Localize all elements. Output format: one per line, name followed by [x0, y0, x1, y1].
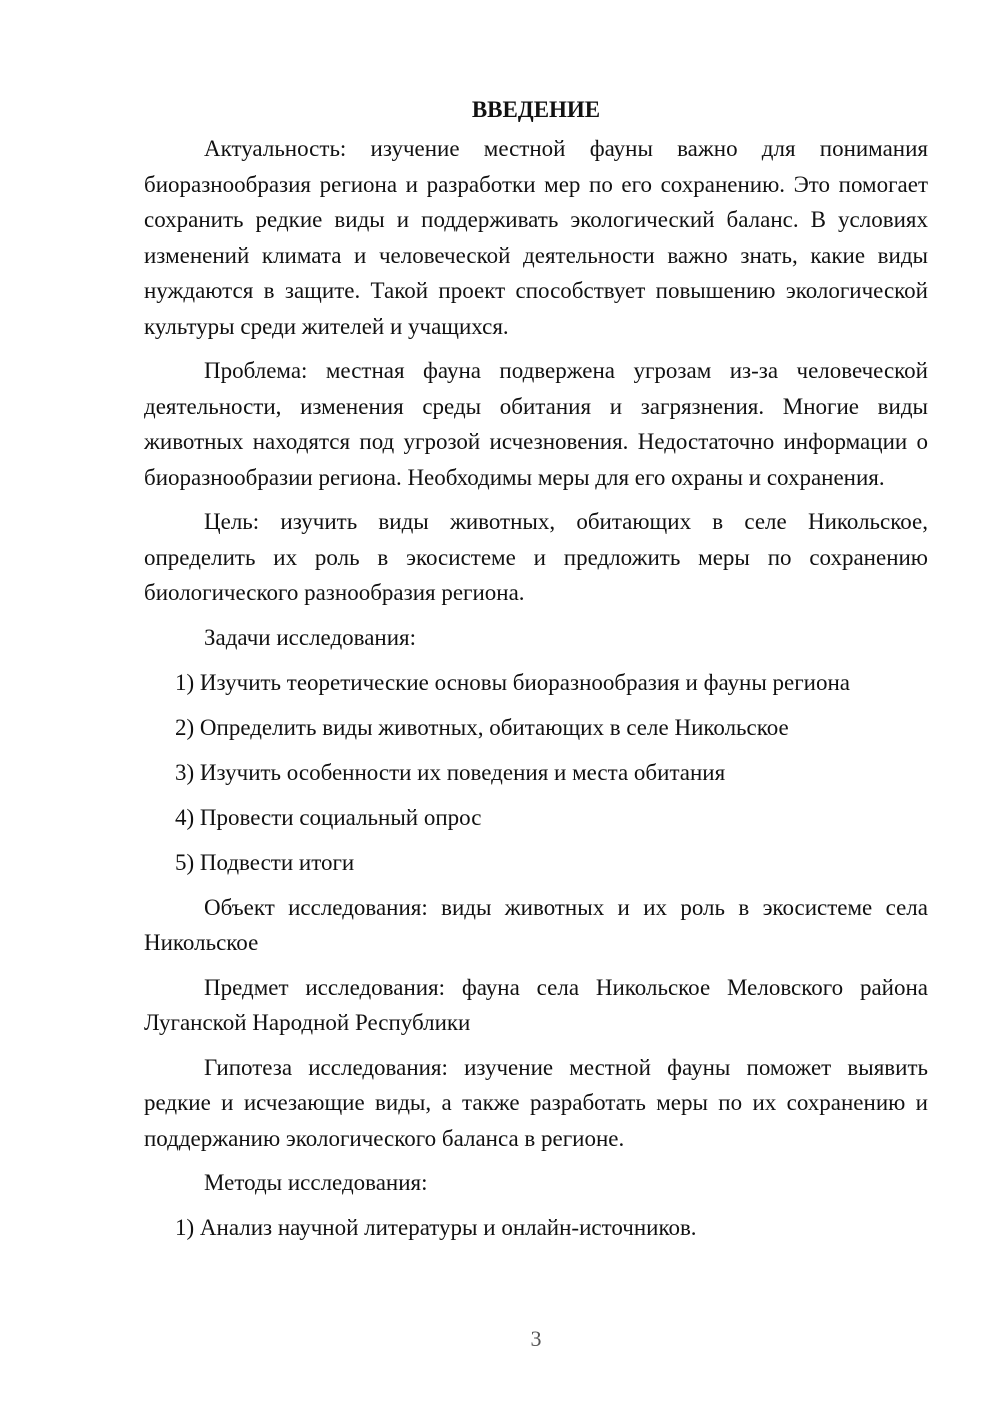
hypothesis-paragraph: Гипотеза исследования: изучение местной фауны поможет выявить редкие и исчезающие виды, а также разработать меры по их сохранению и поддержанию экологического баланса в регионе. — [144, 1054, 928, 1151]
task-item: 4) Провести социальный опрос — [175, 804, 482, 830]
goal-paragraph: Цель: изучить виды животных, обитающих в селе Никольское, определить их роль в экосистеме и предложить меры по сохранению биологического разнообразия региона. — [144, 509, 928, 605]
problem-paragraph: Проблема: местная фауна подвержена угрозам из-за человеческой деятельности, изменения среды обитания и загрязнения. Многие виды животных находятся под угрозой исчезновения. Недостаточно информации о биоразнообразии региона. Необходимы меры для его охраны и сохранения. — [144, 358, 928, 490]
methods-list — [144, 1210, 928, 1246]
object-paragraph: Объект исследования: виды животных и их роль в экосистеме села Никольское — [144, 894, 928, 955]
page-number: 3 — [530, 1326, 542, 1351]
task-item: 2) Определить виды животных, обитающих в селе Никольское — [175, 714, 789, 740]
tasks-heading: Задачи исследования: — [204, 624, 417, 650]
task-item: 5) Подвести итоги — [175, 849, 355, 875]
task-item: 3) Изучить особенности их поведения и места обитания — [175, 759, 726, 785]
relevance-paragraph: Актуальность: изучение местной фауны важно для понимания биоразнообразия региона и разработки мер по его сохранению. Это помогает сохранить редкие виды и поддерживать экологический баланс. В условиях изменений климата и человеческой деятельности важно знать, какие виды нуждаются в защите. Такой проект способствует повышению экологической культуры среди жителей и учащихся. — [144, 136, 928, 339]
subject-paragraph: Предмет исследования: фауна села Никольское Меловского района Луганской Народной Республики — [144, 974, 928, 1035]
tasks-list — [144, 665, 928, 881]
task-item: 1) Изучить теоретические основы биоразнообразия и фауны региона — [175, 669, 850, 695]
methods-heading: Методы исследования: — [204, 1170, 428, 1195]
page-title: ВВЕДЕНИЕ — [471, 97, 601, 122]
method-item: 1) Анализ научной литературы и онлайн-источников. — [175, 1215, 697, 1240]
document-page — [144, 92, 928, 1255]
